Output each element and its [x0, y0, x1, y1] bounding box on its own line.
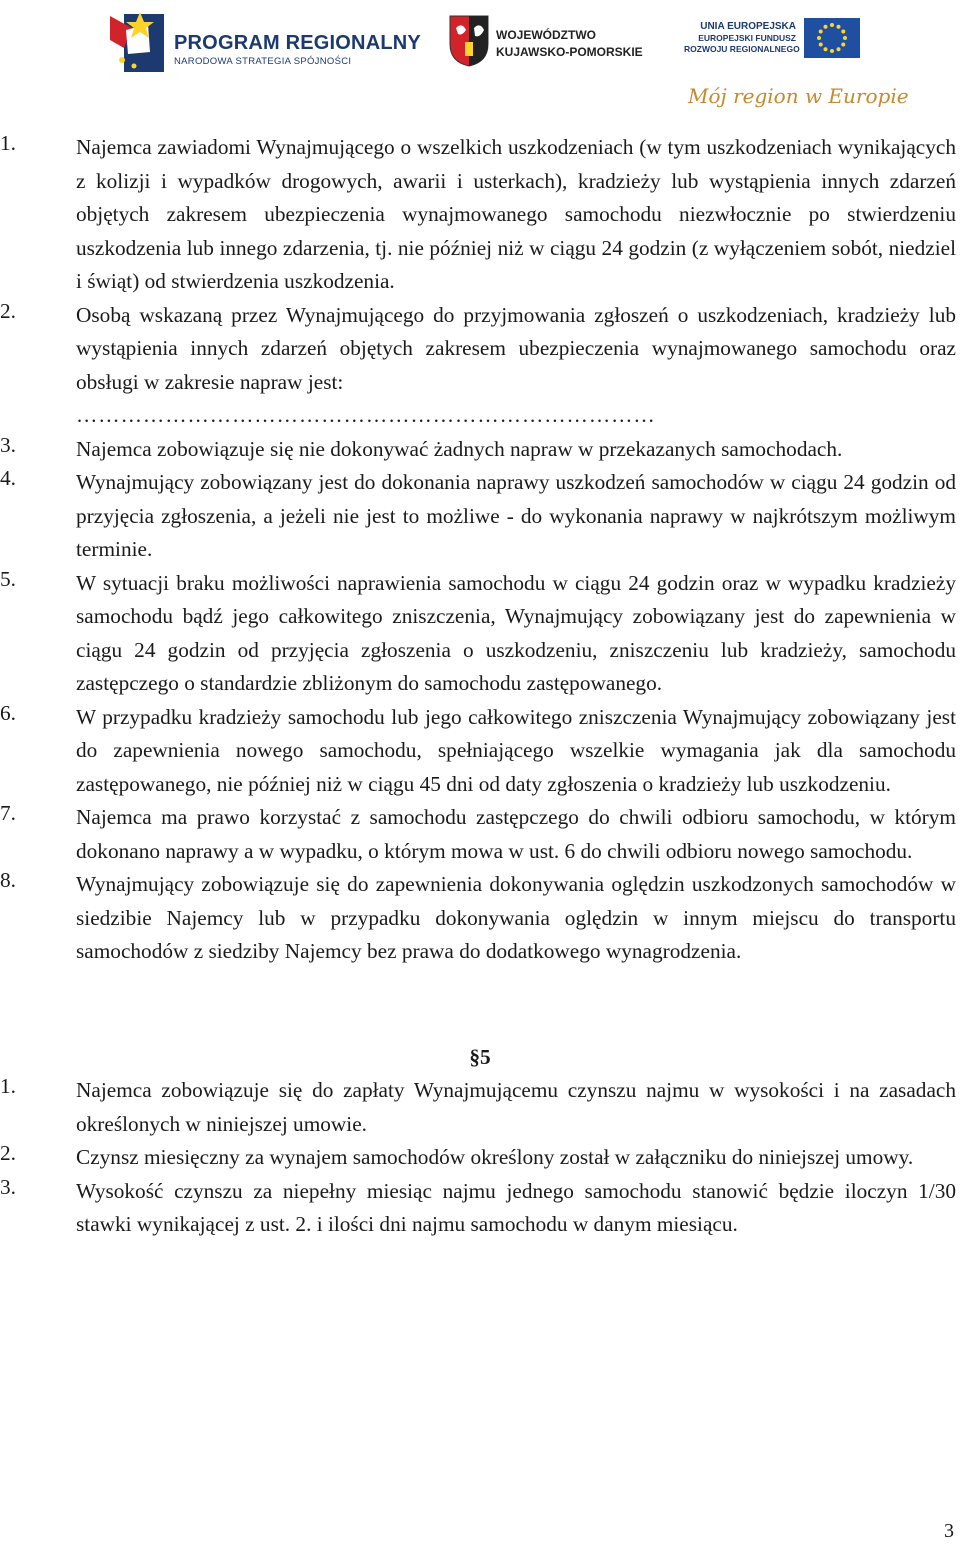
list-item: [0, 299, 960, 400]
item-number: 6.: [0, 700, 16, 725]
item-number: 2.: [0, 298, 16, 323]
region-line-1: WOJEWÓDZTWO: [496, 28, 596, 42]
section-title: §5: [469, 1044, 491, 1069]
document-body: [0, 131, 960, 1242]
item-text: Czynsz miesięczny za wynajem samochodów określony został w załączniku do niniejszej umowy.: [76, 1145, 914, 1169]
item-number: 4.: [0, 466, 16, 490]
item-text: W sytuacji braku możliwości naprawienia samochodu w ciągu 24 godzin oraz w wypadku kradzieży samochodu bądź jego całkowitego zniszczenia, Wynajmujący zobowiązany jest do zapewnienia w ciągu 24 godzin od przyjęcia zgłoszenia o uszkodzeniu, zniszczeniu lub kradzieży, samochodu zastępczego o standardzie zbliżonym do samochodu zastępowanego.: [76, 570, 956, 695]
fill-in-dots: ……………………………………………………………………: [76, 403, 656, 427]
item-text: Wysokość czynszu za niepełny miesiąc najmu jednego samochodu stanowić będzie iloczyn 1/30 stawki wynikającej z ust. 2. i ilości dni najmu samochodu w danym miesiącu.: [76, 1178, 956, 1236]
region-line-2: KUJAWSKO-POMORSKIE: [496, 45, 643, 59]
program-title: PROGRAM REGIONALNY: [174, 32, 421, 54]
item-number: 8.: [0, 868, 16, 892]
program-subtitle: NARODOWA STRATEGIA SPÓJNOŚCI: [174, 56, 352, 67]
item-text: Najemca zobowiązuje się do zapłaty Wynajmującemu czynszu najmu w wysokości i na zasadach określonych w niniejszej umowie.: [76, 1078, 956, 1136]
item-number: 1.: [0, 1074, 16, 1098]
eu-logo: [684, 18, 909, 118]
eu-line-2: EUROPEJSKI FUNDUSZ: [698, 33, 796, 43]
list-section-4: [0, 131, 960, 969]
item-number: 5.: [0, 566, 16, 591]
item-number: 1.: [0, 131, 16, 155]
list-item: [0, 567, 960, 701]
eu-text-block: [684, 20, 800, 55]
item-text: W przypadku kradzieży samochodu lub jego całkowitego zniszczenia Wynajmujący zobowiązany jest do zapewnienia nowego samochodu, spełniającego wszelkie wymagania jak dla samochodu zastępowanego, nie później niż w ciągu 45 dni od daty zgłoszenia o kradzieży lub uszkodzeniu.: [76, 704, 956, 796]
item-text: Najemca zobowiązuje się nie dokonywać żadnych napraw w przekazanych samochodach.: [76, 436, 843, 461]
item-number: 7.: [0, 801, 16, 825]
header-logos: [0, 0, 960, 124]
list-item: [0, 433, 960, 467]
list-item: [0, 466, 960, 567]
list-item: [0, 801, 960, 868]
list-item: [0, 1141, 960, 1175]
list-item: [0, 131, 960, 299]
eu-line-3: ROZWOJU REGIONALNEGO: [684, 44, 800, 54]
list-item: [0, 868, 960, 969]
eu-line-1: UNIA EUROPEJSKA: [700, 21, 796, 32]
coat-of-arms-icon: [448, 14, 490, 68]
list-item: [0, 701, 960, 802]
list-item: [0, 1175, 960, 1242]
eu-flag-icon: [804, 18, 860, 58]
item-text: Osobą wskazaną przez Wynajmującego do przyjmowania zgłoszeń o uszkodzeniach, kradzieży lub wystąpienia innych zdarzeń objętych zakresem ubezpieczenia wynajmowanego samochodu oraz obsługi w zakresie napraw jest:: [76, 302, 956, 394]
item-number: 3.: [0, 1174, 16, 1199]
item-text: Wynajmujący zobowiązany jest do dokonania naprawy uszkodzeń samochodów w ciągu 24 godzin od przyjęcia zgłoszenia, a jeżeli nie jest to możliwe - do wykonania naprawy w najkrótszym możliwym terminie.: [76, 470, 956, 561]
slogan-signature: Mój region w Europie: [688, 84, 909, 108]
item-text: Wynajmujący zobowiązuje się do zapewnienia dokonywania oględzin uszkodzonych samochodów w siedzibie Najemcy lub w przypadku dokonywania oględzin w innym miejscu do transportu samochodów z siedziby Najemcy bez prawa do dodatkowego wynagrodzenia.: [76, 872, 956, 963]
item-text: Najemca ma prawo korzystać z samochodu zastępczego do chwili odbioru samochodu, w którym dokonano naprawy a w wypadku, o którym mowa w ust. 6 do chwili odbioru nowego samochodu.: [76, 805, 956, 863]
wojewodztwo-logo: [448, 14, 648, 74]
item-text: Najemca zawiadomi Wynajmującego o wszelkich uszkodzeniach (w tym uszkodzeniach wynikających z kolizji i wypadków drogowych, awarii i usterkach), kradzieży lub wystąpienia innych zdarzeń objętych zakresem ubezpieczenia wynajmowanego samochodu niezwłocznie po stwierdzeniu uszkodzenia lub innego zdarzenia, tj. nie później niż w ciągu 24 godzin (z wyłączeniem sobót, niedziel i świąt) od stwierdzenia uszkodzenia.: [76, 135, 956, 293]
list-section-5: [0, 1074, 960, 1242]
item-number: 2.: [0, 1141, 16, 1165]
item-number: 3.: [0, 432, 16, 457]
program-regionalny-emblem-icon: [110, 8, 170, 78]
page-number: 3: [944, 1520, 954, 1542]
list-item: [0, 1074, 960, 1141]
program-regionalny-logo: [110, 8, 421, 78]
